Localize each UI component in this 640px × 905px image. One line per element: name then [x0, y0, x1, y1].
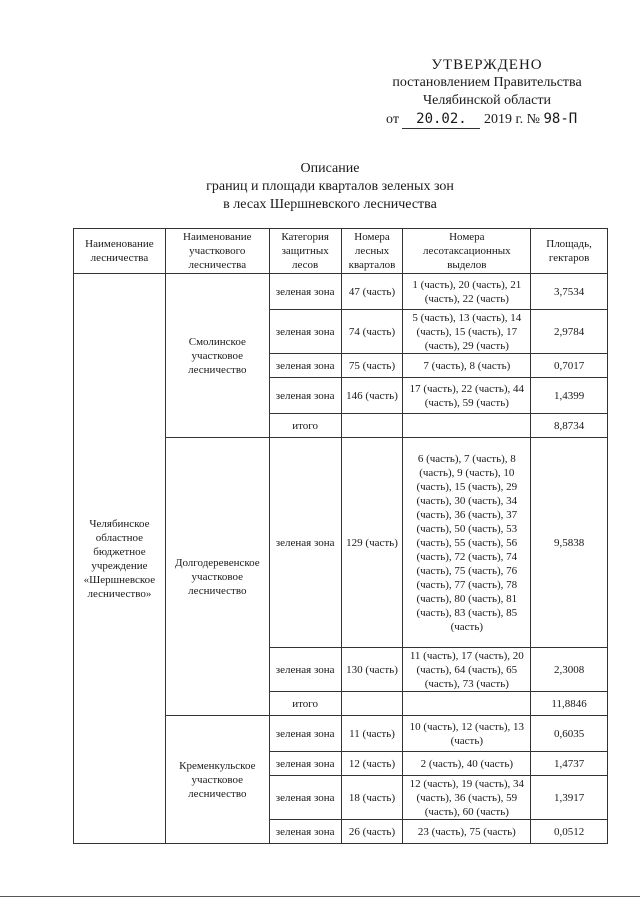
approval-block: [372, 56, 602, 129]
quarter-cell: 74 (часть): [341, 310, 403, 354]
area-cell: 0,6035: [531, 716, 608, 752]
area-cell: 1,4737: [531, 752, 608, 776]
category-cell: зеленая зона: [269, 716, 341, 752]
table-header-row: [74, 229, 608, 274]
header-area: Площадь, гектаров: [531, 229, 608, 274]
quarter-cell: 12 (часть): [341, 752, 403, 776]
area-cell: 3,7534: [531, 274, 608, 310]
approval-title: УТВЕРЖДЕНО: [431, 57, 543, 73]
category-cell: зеленая зона: [269, 438, 341, 648]
document-heading: [180, 160, 480, 214]
district-name-cell: Кременкульское участковое лесничество: [165, 716, 269, 844]
plots-cell: 11 (часть), 17 (часть), 20 (часть), 64 (часть), 65 (часть), 73 (часть): [403, 648, 531, 692]
area-cell: 1,4399: [531, 378, 608, 414]
category-cell: зеленая зона: [269, 648, 341, 692]
quarter-cell: 75 (часть): [341, 354, 403, 378]
empty-cell: [341, 692, 403, 716]
quarter-cell: 146 (часть): [341, 378, 403, 414]
header-forestry: Наименование лесничества: [74, 229, 166, 274]
total-label-cell: итого: [269, 414, 341, 438]
total-value-cell: 11,8846: [531, 692, 608, 716]
heading-line2: границ и площади кварталов зеленых зон: [206, 179, 454, 194]
total-value-cell: 8,8734: [531, 414, 608, 438]
plots-cell: 2 (часть), 40 (часть): [403, 752, 531, 776]
district-name-cell: Долгодеревенское участковое лесничество: [165, 438, 269, 716]
approval-number: 98-П: [543, 111, 578, 127]
empty-cell: [403, 414, 531, 438]
quarter-cell: 130 (часть): [341, 648, 403, 692]
heading-line3: в лесах Шершневского лесничества: [223, 197, 437, 212]
approval-line2: Челябинской области: [423, 93, 551, 108]
from-label: от: [386, 112, 399, 127]
header-category: Категория защитных лесов: [269, 229, 341, 274]
plots-cell: 1 (часть), 20 (часть), 21 (часть), 22 (часть): [403, 274, 531, 310]
area-cell: 0,7017: [531, 354, 608, 378]
quarter-cell: 18 (часть): [341, 776, 403, 820]
empty-cell: [341, 414, 403, 438]
category-cell: зеленая зона: [269, 310, 341, 354]
plots-cell: 5 (часть), 13 (часть), 14 (часть), 15 (часть), 17 (часть), 29 (часть): [403, 310, 531, 354]
empty-cell: [403, 692, 531, 716]
area-cell: 2,3008: [531, 648, 608, 692]
area-cell: 1,3917: [531, 776, 608, 820]
quarter-cell: 129 (часть): [341, 438, 403, 648]
approval-year: 2019 г. №: [483, 112, 540, 127]
area-cell: 9,5838: [531, 438, 608, 648]
header-district: Наименование участкового лесничества: [165, 229, 269, 274]
approval-date: 20.02.: [402, 110, 480, 129]
category-cell: зеленая зона: [269, 820, 341, 844]
category-cell: зеленая зона: [269, 274, 341, 310]
category-cell: зеленая зона: [269, 378, 341, 414]
plots-cell: 23 (часть), 75 (часть): [403, 820, 531, 844]
category-cell: зеленая зона: [269, 354, 341, 378]
approval-line1: постановлением Правительства: [392, 75, 582, 90]
quarter-cell: 26 (часть): [341, 820, 403, 844]
header-plots: Номера лесотаксационных выделов: [403, 229, 531, 274]
approval-date-line: [372, 110, 602, 129]
quarter-cell: 47 (часть): [341, 274, 403, 310]
district-name-cell: Смолинское участковое лесничество: [165, 274, 269, 438]
plots-cell: 12 (часть), 19 (часть), 34 (часть), 36 (часть), 59 (часть), 60 (часть): [403, 776, 531, 820]
area-cell: 2,9784: [531, 310, 608, 354]
plots-cell: 10 (часть), 12 (часть), 13 (часть): [403, 716, 531, 752]
total-label-cell: итого: [269, 692, 341, 716]
area-cell: 0,0512: [531, 820, 608, 844]
green-zones-table: [73, 228, 608, 844]
category-cell: зеленая зона: [269, 752, 341, 776]
plots-cell: 7 (часть), 8 (часть): [403, 354, 531, 378]
plots-cell: 17 (часть), 22 (часть), 44 (часть), 59 (часть): [403, 378, 531, 414]
header-quarters: Номера лесных кварталов: [341, 229, 403, 274]
category-cell: зеленая зона: [269, 776, 341, 820]
forestry-name-cell: Челябинское областное бюджетное учреждение «Шершневское лесничество»: [74, 274, 166, 844]
table-row: [74, 274, 608, 310]
page-bottom-edge: [0, 896, 640, 897]
quarter-cell: 11 (часть): [341, 716, 403, 752]
heading-line1: Описание: [300, 161, 360, 176]
plots-cell: 6 (часть), 7 (часть), 8 (часть), 9 (часть), 10 (часть), 15 (часть), 29 (часть), 30 (часть), 34 (часть), 36 (часть), 37 (часть), 50 (часть), 53 (часть), 55 (часть), 56 (часть), 72 (часть), 74 (часть), 75 (часть), 76 (часть), 77 (часть), 78 (часть), 80 (часть), 81 (часть), 83 (часть), 85 (часть): [403, 438, 531, 648]
